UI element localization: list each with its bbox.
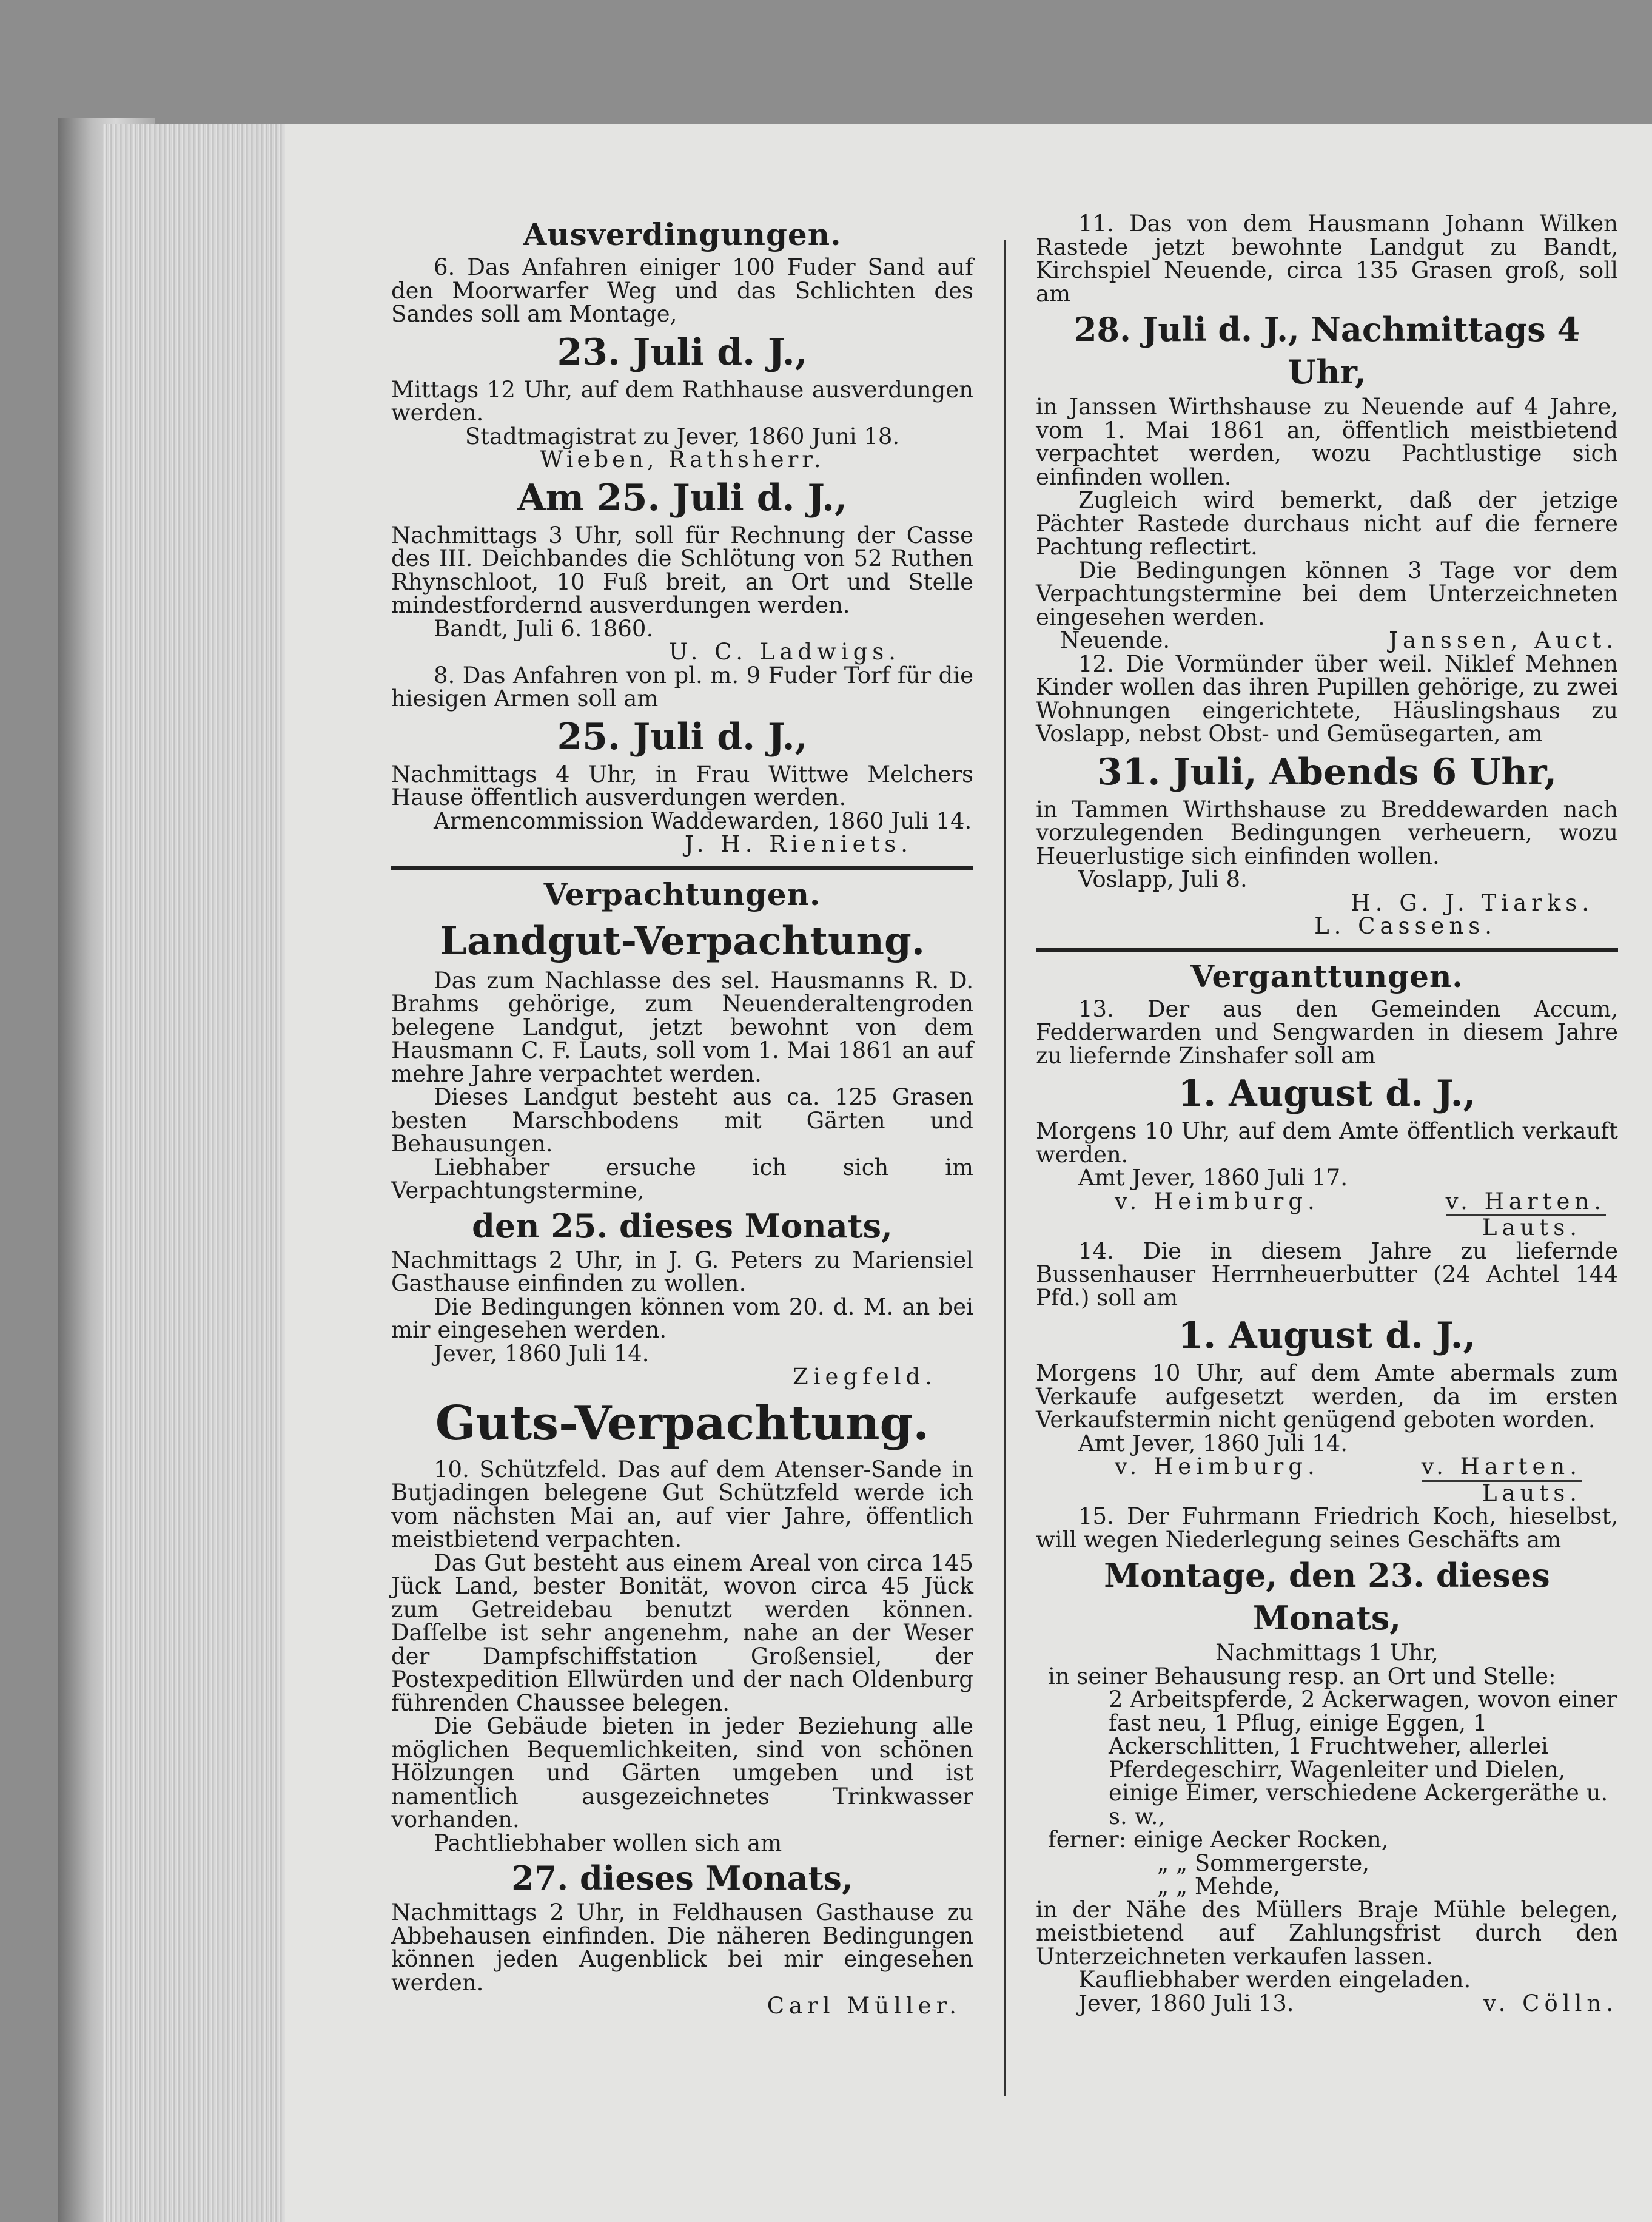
landgut-para-2: Dieses Landgut besteht aus ca. 125 Grasen besten Marschbodens mit Gärten und Behausungen. — [391, 1084, 973, 1157]
notice-13-place: Amt Jever, 1860 Juli 17. — [1078, 1165, 1348, 1191]
landgut-title: Landgut-Verpachtung. — [439, 918, 925, 964]
notice-15-ferner-3: „ „ Mehde, — [1157, 1873, 1280, 1899]
guts-para-5: Nachmittags 2 Uhr, in Feldhausen Gasthause zu Abbehausen einfinden. Die näheren Bedingungen können jeden Augenblick bei mir eingesehen werden. — [391, 1899, 973, 1996]
notice-12-signature-1: H. G. J. Tiarks. — [1351, 889, 1594, 916]
notice-13-date: 1. August d. J., — [1178, 1072, 1476, 1115]
notice-15-para-3: in der Nähe des Müllers Braje Mühle belegen, meistbietend auf Zahlungsfrist durch den Unterzeichneten verkaufen lassen. — [1036, 1896, 1618, 1970]
notice-14-place: Amt Jever, 1860 Juli 14. — [1078, 1430, 1348, 1456]
notice-13-signature-2: v. Harten. — [1446, 1190, 1606, 1217]
landgut-para-3: Liebhaber ersuche ich sich im Verpachtungstermine, — [391, 1154, 973, 1204]
notice-14-signatures — [1036, 1455, 1618, 1482]
notice-11-place: Neuende. — [1060, 627, 1170, 653]
guts-para-4: Pachtliebhaber wollen sich am — [434, 1830, 782, 1856]
notice-14-para-1: 14. Die in diesem Jahre zu liefernde Bussenhauser Herrnheuerbutter (24 Achtel 144 Pfd.) soll am — [1036, 1237, 1618, 1311]
right-column — [1036, 212, 1618, 2015]
landgut-date: den 25. dieses Monats, — [472, 1206, 893, 1245]
notice-11-para-4: Die Bedingungen können 3 Tage vor dem Verpachtungstermine bei dem Unterzeichneten eingesehen werden. — [1036, 557, 1618, 630]
notice-6-signature: Wieben, Rathsherr. — [540, 446, 825, 473]
notice-13-signature-3: Lauts. — [1482, 1214, 1582, 1241]
guts-signature: Carl Müller. — [767, 1993, 961, 2019]
guts-title: Guts-Verpachtung. — [435, 1395, 930, 1451]
notice-15-time: Nachmittags 1 Uhr, — [1215, 1640, 1439, 1666]
notice-11-para-3: Zugleich wird bemerkt, daß der jetzige Pächter Rastede durchaus nicht auf die fernere Pachtung reflectirt. — [1036, 487, 1618, 560]
guts-para-1: 10. Schützfeld. Das auf dem Atenser-Sande in Butjadingen belegene Gut Schützfeld werde ich vom nächsten Mai an, auf vier Jahre, öffentlich meistbietend verpachten. — [391, 1456, 973, 1552]
guts-para-3: Die Gebäude bieten in jeder Beziehung alle möglichen Bequemlichkeiten, sind von schönen Hölzungen und Gärten umgeben und ist namentlich ausgezeichnetes Trinkwasser vorhanden. — [391, 1713, 973, 1833]
notice-11-date: 28. Juli d. J., Nachmittags 4 Uhr, — [1073, 310, 1580, 391]
notice-6-place: Stadtmagistrat zu Jever, 1860 Juni 18. — [465, 423, 900, 449]
notice-11-para-2: in Janssen Wirthshause zu Neuende auf 4 Jahre, vom 1. Mai 1861 an, öffentlich meistbietend verpachtet werden, wozu Pachtlustige sich einfinden wollen. — [1036, 394, 1618, 490]
notice-12-place: Voslapp, Juli 8. — [1078, 866, 1247, 892]
notice-11-para-1: 11. Das von dem Hausmann Johann Wilken Rastede jetzt bewohnte Landgut zu Bandt, Kirchspiel Neuende, circa 135 Grasen groß, soll am — [1036, 210, 1618, 307]
notice-14-para-2: Morgens 10 Uhr, auf dem Amte abermals zum Verkaufe aufgesetzt werden, da im ersten Verkaufstermin nicht genügend geboten worden. — [1036, 1360, 1618, 1433]
page-stack — [103, 124, 285, 2222]
landgut-para-4: Nachmittags 2 Uhr, in J. G. Peters zu Mariensiel Gasthause einfinden zu wollen. — [391, 1247, 973, 1296]
notice-13-signature-1: v. Heimburg. — [1115, 1188, 1320, 1214]
notice-15-ferner-1: ferner: einige Aecker Rocken, — [1048, 1826, 1389, 1853]
notice-13-para-2: Morgens 10 Uhr, auf dem Amte öffentlich verkauft werden. — [1036, 1118, 1618, 1168]
newspaper-page — [285, 124, 1652, 2222]
notice-7-text: Nachmittags 3 Uhr, soll für Rechnung der Casse des III. Deichbandes die Schlötung von 52 Ruthen Rhynschloot, 10 Fuß breit, an Ort und Stelle mindestfordernd ausverdungen werden. — [391, 522, 973, 618]
notice-8-cont: Nachmittags 4 Uhr, in Frau Wittwe Melchers Hause öffentlich ausverdungen werden. — [391, 761, 973, 810]
notice-15-para-4: Kaufliebhaber werden eingeladen. — [1078, 1967, 1471, 1993]
notice-14-signature-3: Lauts. — [1482, 1480, 1582, 1506]
notice-8-text: 8. Das Anfahren von pl. m. 9 Fuder Torf für die hiesigen Armen soll am — [391, 662, 973, 712]
notice-8-place: Armencommission Waddewarden, 1860 Juli 14. — [434, 807, 972, 834]
notice-15-footer — [1036, 1992, 1618, 2016]
notice-8-signature: J. H. Rieniets. — [684, 831, 913, 857]
notice-7-place: Bandt, Juli 6. 1860. — [434, 615, 654, 642]
heading-verpachtungen: Verpachtungen. — [543, 876, 821, 912]
guts-date: 27. dieses Monats, — [511, 1859, 853, 1897]
notice-7-signature: U. C. Ladwigs. — [668, 639, 901, 665]
notice-6-cont: Mittags 12 Uhr, auf dem Rathhause ausverdungen werden. — [391, 376, 973, 426]
notice-15-ferner-2: „ „ Sommergerste, — [1157, 1850, 1370, 1876]
landgut-signature: Ziegfeld. — [793, 1364, 937, 1390]
notice-14-date: 1. August d. J., — [1178, 1315, 1476, 1357]
landgut-para-5: Die Bedingungen können vom 20. d. M. an bei mir eingesehen werden. — [391, 1293, 973, 1343]
landgut-place: Jever, 1860 Juli 14. — [434, 1340, 650, 1367]
notice-7-date: Am 25. Juli d. J., — [517, 476, 847, 519]
notice-15-para-2: in seiner Behausung resp. an Ort und Stelle: — [1048, 1663, 1556, 1689]
notice-12-date: 31. Juli, Abends 6 Uhr, — [1096, 750, 1557, 793]
guts-para-2: Das Gut besteht aus einem Areal von circa 145 Jück Land, bester Bonität, wovon circa 45 Jück zum Getreidebau benutzt werden können. Daſſelbe ist sehr angenehm, nahe an der Weser der Dampfschiffstation Großensiel, der Postexpedition Ellwürden und der nach Oldenburg führenden Chaussee belegen. — [391, 1549, 973, 1716]
notice-12-para-2: in Tammen Wirthshause zu Breddewarden nach vorzulegenden Bedingungen verheuern, wozu Heuerlustige sich einfinden wollen. — [1036, 796, 1618, 869]
notice-15-place: Jever, 1860 Juli 13. — [1078, 1990, 1294, 2016]
notice-6-text: 6. Das Anfahren einiger 100 Fuder Sand auf den Moorwarfer Weg und das Schlichten des Sandes soll am Montage, — [391, 254, 973, 327]
landgut-para-1: Das zum Nachlasse des sel. Hausmanns R. D. Brahms gehörige, zum Neuenderaltengroden belegene Landgut, jetzt bewohnt von dem Hausmann C. F. Lauts, soll vom 1. Mai 1861 an auf mehre Jahre verpachtet werden. — [391, 967, 973, 1087]
notice-8-date: 25. Juli d. J., — [557, 715, 808, 758]
notice-15-para-1: 15. Der Fuhrmann Friedrich Koch, hieselbst, will wegen Niederlegung seines Geschäfts am — [1036, 1503, 1618, 1553]
notice-15-date: Montage, den 23. dieses Monats, — [1104, 1556, 1550, 1637]
section-rule — [391, 866, 973, 870]
column-divider — [1004, 240, 1006, 2096]
section-rule-right — [1036, 948, 1618, 952]
notice-14-signature-1: v. Heimburg. — [1115, 1453, 1320, 1480]
heading-verganttungen: Verganttungen. — [1190, 958, 1463, 994]
notice-15-items: 2 Arbeitspferde, 2 Ackerwagen, wovon einer fast neu, 1 Pflug, einige Eggen, 1 Ackerschlitten, 1 Fruchtweher, allerlei Pferdegeschirr, Wagenleiter und Dielen, einige Eimer, verschiedene Ackergeräthe u. s. w., — [1109, 1686, 1617, 1830]
notice-13-para-1: 13. Der aus den Gemeinden Accum, Fedderwarden und Sengwarden in diesem Jahre zu liefernde Zinshafer soll am — [1036, 995, 1618, 1069]
notice-6-date: 23. Juli d. J., — [557, 331, 808, 374]
notice-15-signature: v. Cölln. — [1483, 1990, 1618, 2016]
notice-12-signature-2: L. Cassens. — [1314, 913, 1497, 939]
notice-11-signature: Janssen, Auct. — [1389, 627, 1618, 653]
notice-12-para-1: 12. Die Vormünder über weil. Niklef Mehnen Kinder wollen das ihren Pupillen gehörige, zu zwei Wohnungen eingerichtete, Häuslingshaus zu Voslapp, nebst Obst- und Gemüsegarten, am — [1036, 650, 1618, 747]
left-column — [391, 212, 973, 2018]
notice-11-footer — [1036, 629, 1618, 653]
notice-13-signatures — [1036, 1190, 1618, 1217]
heading-ausverdingungen: Ausverdingungen. — [523, 217, 842, 252]
notice-14-signature-2: v. Harten. — [1422, 1455, 1582, 1482]
